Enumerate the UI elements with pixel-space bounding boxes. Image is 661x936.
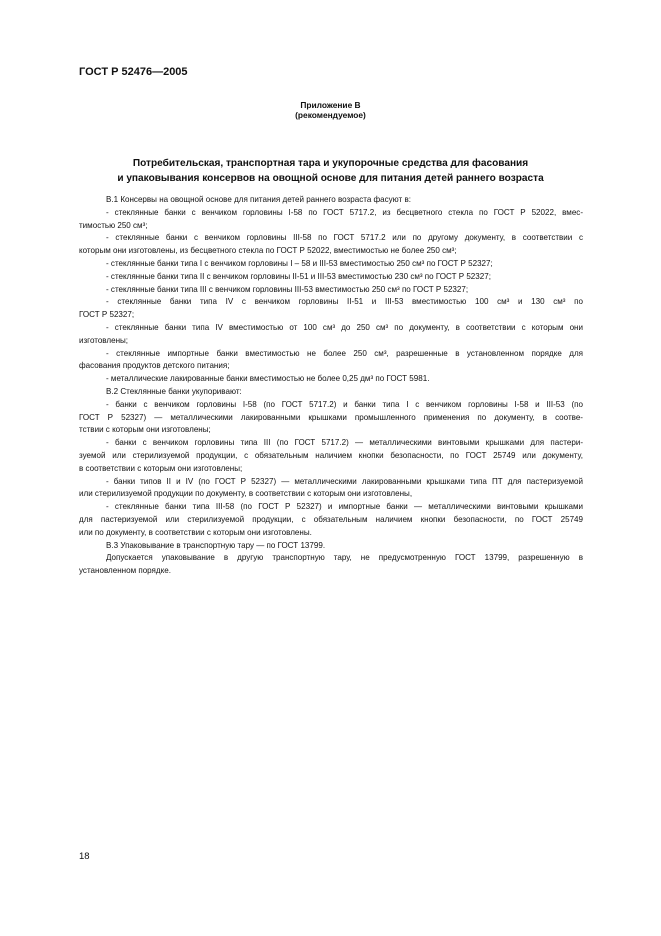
body-line: - стеклянные банки типа III-58 (по ГОСТ Р 52327) и импортные банки — металлическими винтовыми крышками <box>106 502 583 512</box>
body-line: - стеклянные банки типа III с венчиком горловины III-53 вместимостью 250 см³ по ГОСТ Р 52327; <box>106 284 469 294</box>
body-line: Допускается упаковывание в другую транспортную тару, не предусмотренную ГОСТ 13799, разрешенную в <box>106 553 583 563</box>
body-line: ГОСТ Р 52327) — металлическими лакированными крышками промышленного применения по документу, в соотве- <box>79 412 583 422</box>
body-line: В.2 Стеклянные банки укупоривают: <box>106 386 242 396</box>
body-line: для пастеризуемой или стерилизуемой продукции, с обязательным наличием кнопки безопасности, по ГОСТ 25749 <box>79 514 583 524</box>
body-line: тствии с которым они изготовлены; <box>79 425 211 435</box>
body-line: В.1 Консервы на овощной основе для питания детей раннего возраста фасуют в: <box>106 195 411 204</box>
body-line: В.3 Упаковывание в транспортную тару — по ГОСТ 13799. <box>106 540 326 550</box>
body-text <box>79 194 583 578</box>
body-line: - банки с венчиком горловины I-58 (по ГОСТ 5717.2) и банки типа I с венчиком горловины I-58 и III-53 (по <box>106 399 583 409</box>
body-line: - стеклянные банки с венчиком горловины III-58 по ГОСТ 5717.2 или по другому документу, в соответствии с <box>106 233 583 243</box>
body-line: или по документу, в соответствии с которым они изготовлены. <box>79 527 312 537</box>
body-line: - банки типов II и IV (по ГОСТ Р 52327) — металлическими лакированными крышками типа ПТ для пастеризуемой <box>106 476 583 486</box>
body-line: или стерилизуемой продукции по документу, в соответствии с которым они изготовлены, <box>79 489 413 499</box>
body-line: установленном порядке. <box>79 566 171 576</box>
page-number: 18 <box>79 851 90 862</box>
body-line: - стеклянные банки типа IV с венчиком горловины II-51 и III-53 вместимостью 100 см³ и 130 см³ по <box>106 297 583 307</box>
section-title-line-2: и упаковывания консервов на овощной основе для питания детей раннего возраста <box>117 173 544 184</box>
body-line: - стеклянные банки типа II с венчиком горловины II-51 и III-53 вместимостью 230 см³ по ГОСТ Р 52327; <box>106 271 491 281</box>
section-title-line-1: Потребительская, транспортная тара и укупорочные средства для фасования <box>132 158 529 169</box>
body-line: которым они изготовлены, из бесцветного стекла по ГОСТ Р 52022, вместимостью не более 250 см³; <box>79 246 457 256</box>
body-line: зуемой или стерилизуемой продукции, с обязательным наличием кнопки безопасности, по ГОСТ 25749 или документу, <box>79 450 583 460</box>
appendix-label: Приложение В <box>300 100 361 110</box>
body-line: фасования продуктов детского питания; <box>79 361 230 371</box>
body-line: - банки с венчиком горловины типа III (по ГОСТ 5717.2) — металлическими винтовыми крышками для пастери- <box>106 438 583 448</box>
body-line: в соответствии с которым они изготовлены; <box>79 463 243 473</box>
body-line: - стеклянные банки с венчиком горловины I-58 по ГОСТ 5717.2, из бесцветного стекла по ГОСТ Р 52022, вмес- <box>106 207 583 217</box>
document-code: ГОСТ Р 52476—2005 <box>79 66 188 78</box>
body-line: изготовлены; <box>79 335 129 345</box>
body-line: - стеклянные банки типа I с венчиком горловины I – 58 и III-53 вместимостью 250 см³ по ГОСТ Р 52327; <box>106 258 493 268</box>
body-line: тимостью 250 см³; <box>79 220 148 230</box>
body-line: ГОСТ Р 52327; <box>79 310 135 320</box>
body-line: - металлические лакированные банки вместимостью не более 0,25 дм³ по ГОСТ 5981. <box>106 374 430 384</box>
body-line: - стеклянные импортные банки вместимостью не более 250 см³, разрешенные в установленном порядке для <box>106 348 583 358</box>
appendix-status: (рекомендуемое) <box>295 110 366 120</box>
body-line: - стеклянные банки типа IV вместимостью от 100 см³ до 250 см³ по документу, в соответствии с которым они <box>106 322 583 332</box>
